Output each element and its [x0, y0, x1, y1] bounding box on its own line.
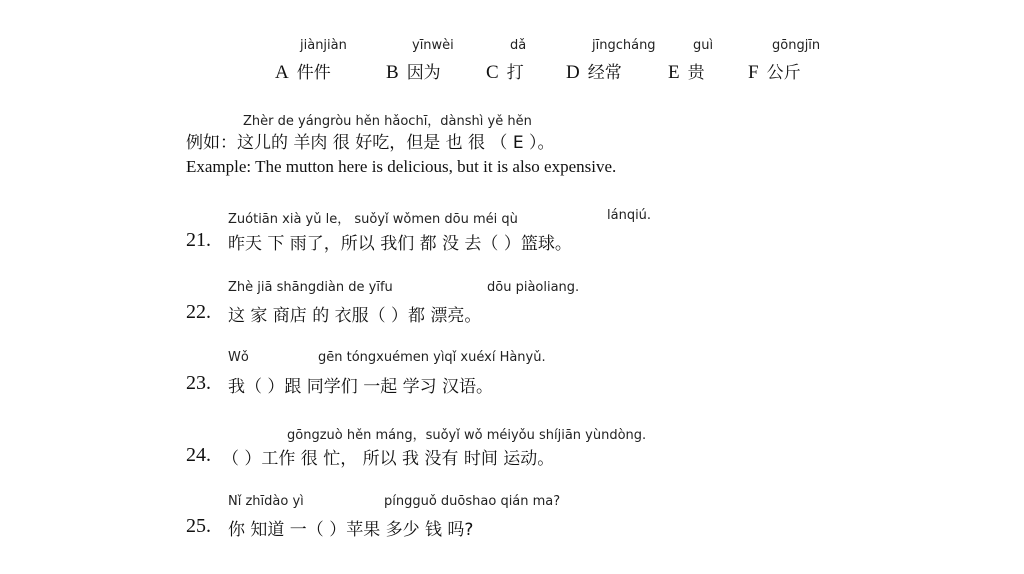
option-d-letter: D: [566, 62, 580, 83]
question-22-number: 22.: [186, 301, 211, 323]
example-pinyin: Zhèr de yángròu hěn hǎochī，dànshì yě hěn: [243, 114, 532, 129]
option-a-letter: A: [275, 62, 289, 83]
option-e-hanzi: 贵: [687, 63, 705, 83]
question-23-number: 23.: [186, 372, 211, 394]
question-24-pinyin: gōngzuò hěn máng，suǒyǐ wǒ méiyǒu shíjiān yùndòng.: [287, 428, 647, 443]
option-b-hanzi: 因为: [406, 63, 441, 83]
option-c-letter: C: [486, 62, 499, 83]
question-24-hanzi: （ ）工作 很 忙， 所以 我 没有 时间 运动。: [222, 449, 555, 469]
question-25-pinyin: Nǐ zhīdào yì: [228, 494, 304, 509]
option-f: [748, 58, 801, 84]
question-21-hanzi: 昨天 下 雨了，所以 我们 都 没 去（ ）篮球。: [228, 234, 572, 254]
option-e-pinyin: guì: [693, 38, 714, 53]
option-d: [566, 58, 622, 84]
question-21-pinyin-end: lánqiú.: [607, 208, 652, 223]
question-22-pinyin-end: dōu piàoliang.: [487, 280, 580, 295]
option-d-hanzi: 经常: [587, 63, 622, 83]
question-25-hanzi: 你 知道 一（ ）苹果 多少 钱 吗?: [228, 520, 474, 540]
option-c: [486, 58, 524, 84]
option-f-letter: F: [748, 62, 759, 83]
option-d-pinyin: jīngcháng: [592, 38, 656, 53]
question-21-number: 21.: [186, 229, 211, 251]
option-f-hanzi: 公斤: [766, 63, 801, 83]
question-22-pinyin: Zhè jiā shāngdiàn de yīfu: [228, 280, 393, 295]
example-english: Example: The mutton here is delicious, but it is also expensive.: [186, 157, 617, 176]
option-f-pinyin: gōngjīn: [772, 38, 821, 53]
question-22-hanzi: 这 家 商店 的 衣服（ ）都 漂亮。: [228, 306, 482, 326]
example-hanzi: 例如：这儿的 羊肉 很 好吃，但是 也 很 （ E ）。: [186, 133, 555, 153]
option-b: [386, 58, 441, 84]
option-e: [668, 58, 705, 84]
question-24-number: 24.: [186, 444, 211, 466]
option-a-pinyin: jiànjiàn: [300, 38, 347, 53]
question-23-pinyin-end: gēn tóngxuémen yìqǐ xuéxí Hànyǔ.: [318, 350, 546, 365]
option-a: [275, 58, 331, 84]
option-e-letter: E: [668, 62, 680, 83]
question-21-pinyin: Zuótiān xià yǔ le， suǒyǐ wǒmen dōu méi qù: [228, 212, 518, 227]
question-23-pinyin: Wǒ: [228, 350, 249, 365]
option-c-hanzi: 打: [506, 63, 524, 83]
option-b-letter: B: [386, 62, 399, 83]
question-25-number: 25.: [186, 515, 211, 537]
question-25-pinyin-end: píngguǒ duōshao qián ma?: [384, 494, 561, 509]
question-23-hanzi: 我（ ）跟 同学们 一起 学习 汉语。: [228, 377, 494, 397]
option-a-hanzi: 件件: [296, 63, 331, 83]
option-c-pinyin: dǎ: [510, 38, 527, 53]
option-b-pinyin: yīnwèi: [412, 38, 454, 53]
